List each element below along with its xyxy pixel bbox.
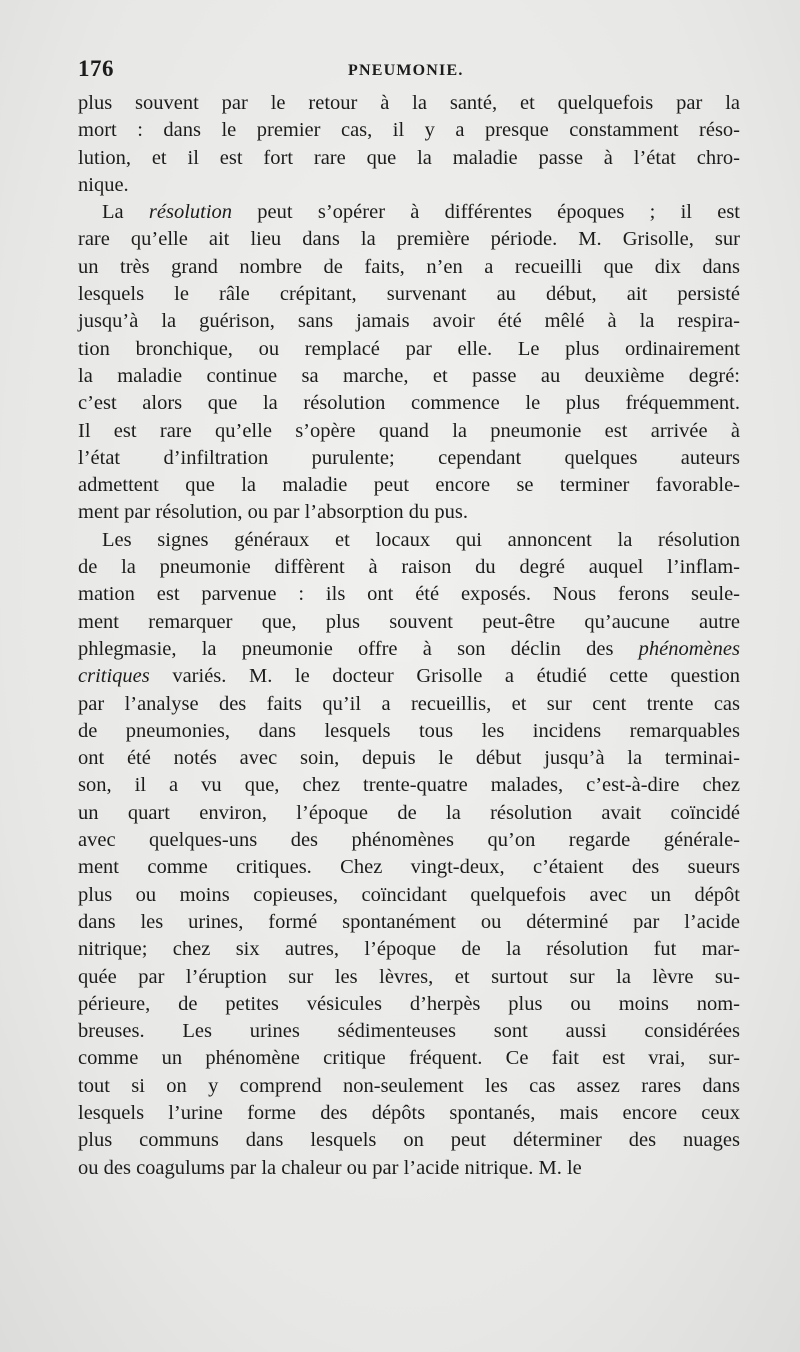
text-line: Les signes généraux et locaux qui annoncent la résolution bbox=[102, 528, 740, 551]
text-line: plus communs dans lesquels on peut déterminer des nuages bbox=[78, 1129, 740, 1152]
text-line: la maladie continue sa marche, et passe au deuxième degré: bbox=[78, 364, 740, 387]
text-line: l’état d’infiltration purulente; cependant quelques auteurs bbox=[78, 446, 740, 469]
paragraph bbox=[78, 90, 740, 199]
text-line: son, il a vu que, chez trente-quatre malades, c’est-à-dire chez bbox=[78, 774, 740, 797]
text-line: admettent que la maladie peut encore se terminer favorable- bbox=[78, 474, 740, 497]
page-number: 176 bbox=[78, 56, 114, 81]
text-line: de la pneumonie diffèrent à raison du degré auquel l’inflam- bbox=[78, 556, 740, 579]
text-line: quée par l’éruption sur les lèvres, et surtout sur la lèvre su- bbox=[78, 965, 740, 988]
text-line: mation est parvenue : ils ont été exposés. Nous ferons seule- bbox=[78, 583, 740, 606]
text-line: rare qu’elle ait lieu dans la première période. M. Grisolle, sur bbox=[78, 228, 740, 251]
text-line: nique. bbox=[78, 173, 129, 196]
paragraph bbox=[78, 527, 740, 1182]
page-header bbox=[78, 56, 740, 88]
text-line: plus ou moins copieuses, coïncidant quelquefois avec un dépôt bbox=[78, 883, 740, 906]
text-line: phlegmasie, la pneumonie offre à son déclin des phénomènes bbox=[78, 637, 740, 660]
text-line: ont été notés avec soin, depuis le début jusqu’à la terminai- bbox=[78, 747, 740, 770]
text-line: de pneumonies, dans lesquels tous les incidens remarquables bbox=[78, 719, 740, 742]
text-line: ment par résolution, ou par l’absorption du pus. bbox=[78, 501, 469, 524]
text-line: lution, et il est fort rare que la maladie passe à l’état chro- bbox=[78, 146, 740, 169]
text-line: ou des coagulums par la chaleur ou par l’acide nitrique. M. le bbox=[78, 1156, 582, 1179]
text-line: ment comme critiques. Chez vingt-deux, c’étaient des sueurs bbox=[78, 856, 740, 879]
text-line: Il est rare qu’elle s’opère quand la pneumonie est arrivée à bbox=[78, 419, 740, 442]
text-line: dans les urines, formé spontanément ou déterminé par l’acide bbox=[78, 910, 740, 933]
body-text bbox=[78, 90, 740, 1182]
text-line: un très grand nombre de faits, n’en a recueilli que dix dans bbox=[78, 255, 740, 278]
italic-term: critiques bbox=[78, 665, 150, 688]
text-line: nitrique; chez six autres, l’époque de la résolution fut mar- bbox=[78, 938, 740, 961]
text-line: La résolution peut s’opérer à différentes époques ; il est bbox=[102, 201, 741, 224]
italic-term: phénomènes bbox=[638, 637, 740, 660]
text-line: ment remarquer que, plus souvent peut-être qu’aucune autre bbox=[78, 610, 740, 633]
text-line: périeure, de petites vésicules d’herpès plus ou moins nom- bbox=[78, 992, 740, 1015]
text-line: plus souvent par le retour à la santé, et quelquefois par la bbox=[78, 92, 740, 114]
text-line: critiques variés. M. le docteur Grisolle a étudié cette question bbox=[78, 665, 740, 688]
running-head: PNEUMONIE. bbox=[348, 62, 464, 79]
text-line: mort : dans le premier cas, il y a presque constamment réso- bbox=[78, 119, 740, 142]
text-line: breuses. Les urines sédimenteuses sont aussi considérées bbox=[78, 1020, 740, 1043]
text-line: lesquels le râle crépitant, survenant au début, ait persisté bbox=[78, 283, 740, 306]
text-line: c’est alors que la résolution commence le plus fréquemment. bbox=[78, 392, 740, 415]
text-line: comme un phénomène critique fréquent. Ce fait est vrai, sur- bbox=[78, 1047, 740, 1070]
paragraph bbox=[78, 199, 740, 527]
text-line: avec quelques-uns des phénomènes qu’on regarde générale- bbox=[78, 829, 740, 852]
text-line: par l’analyse des faits qu’il a recueillis, et sur cent trente cas bbox=[78, 692, 740, 715]
text-line: jusqu’à la guérison, sans jamais avoir été mêlé à la respira- bbox=[78, 310, 740, 333]
text-line: lesquels l’urine forme des dépôts spontanés, mais encore ceux bbox=[78, 1101, 740, 1124]
text-line: tout si on y comprend non-seulement les cas assez rares dans bbox=[78, 1074, 740, 1097]
text-line: un quart environ, l’époque de la résolution avait coïncidé bbox=[78, 801, 740, 824]
italic-term: résolution bbox=[148, 201, 233, 224]
text-line: tion bronchique, ou remplacé par elle. Le plus ordinairement bbox=[78, 337, 740, 360]
